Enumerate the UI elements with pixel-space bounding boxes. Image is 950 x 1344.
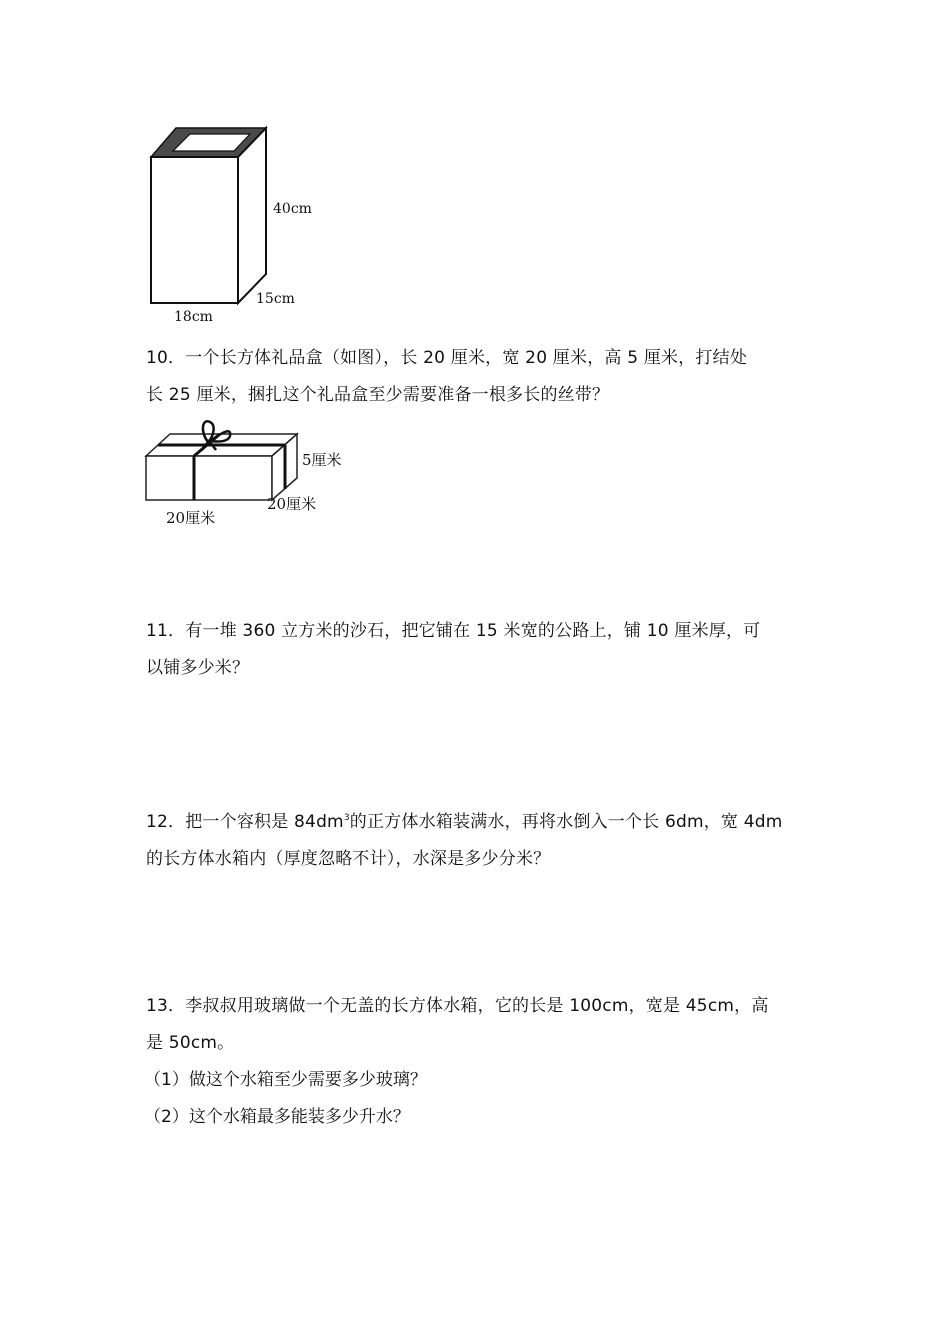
box-depth-label: 15cm [256, 291, 295, 307]
box-width-label: 18cm [174, 309, 213, 325]
question-13-sub-2: （2）这个水箱最多能装多少升水？ [144, 1107, 410, 1127]
cubic-superscript: 3 [343, 813, 350, 823]
gift-depth-label: 20厘米 [267, 495, 317, 513]
box-side-face [238, 128, 266, 303]
question-12-line-1: 12．把一个容积是 $84dm^3$的正方体水箱装满水，再将水倒入一个长 6dm，宽 4dm [146, 812, 783, 832]
question-11-line-1: 11．有一堆 360 立方米的沙石，把它铺在 15 米宽的公路上，铺 10 厘米厚，可 [146, 621, 761, 641]
question-10 [146, 340, 806, 414]
gift-front-face [146, 456, 272, 500]
question-13-sub-1: （1）做这个水箱至少需要多少玻璃？ [144, 1070, 427, 1090]
figure-open-box [140, 120, 330, 330]
question-10-line-2: 长 25 厘米，捆扎这个礼品盒至少需要准备一根多长的丝带？ [146, 385, 610, 405]
question-13-line-2: 是 50cm。 [146, 1033, 235, 1053]
question-11-line-2: 以铺多少米？ [146, 658, 250, 678]
question-13-line-1: 13．李叔叔用玻璃做一个无盖的长方体水箱，它的长是 100cm，宽是 45cm，高 [146, 996, 769, 1016]
question-13 [146, 988, 806, 1062]
question-12 [146, 800, 806, 878]
gift-height-label: 5厘米 [302, 451, 342, 469]
question-11 [146, 613, 806, 687]
box-front-face [151, 157, 238, 303]
box-height-label: 40cm [273, 201, 312, 217]
question-10-line-1: 10．一个长方体礼品盒（如图），长 20 厘米，宽 20 厘米，高 5 厘米，打结处 [146, 348, 748, 368]
question-12-line-2: 的长方体水箱内（厚度忽略不计），水深是多少分米？ [146, 849, 551, 869]
gift-width-label: 20厘米 [166, 509, 216, 527]
figure-gift-box [140, 410, 355, 530]
